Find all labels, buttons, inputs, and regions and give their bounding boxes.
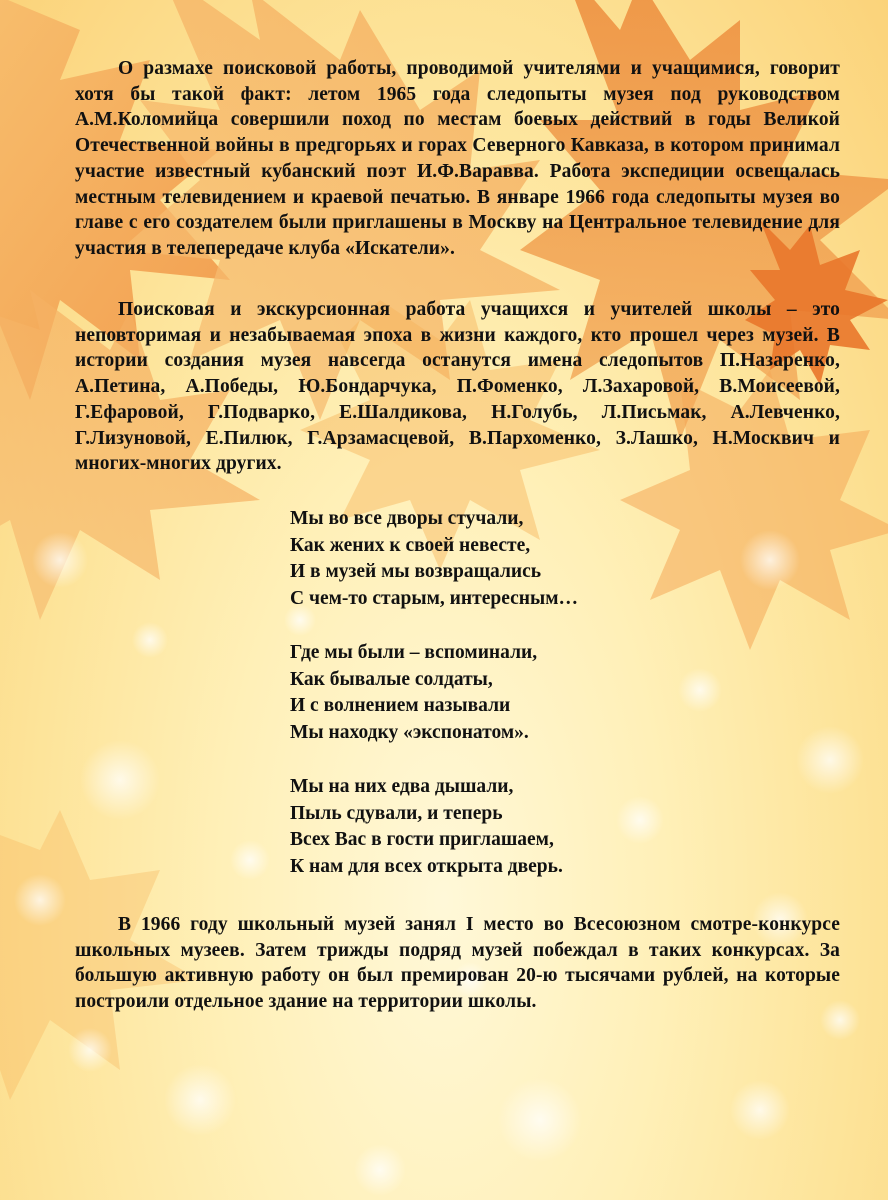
poem-line: И с волнением называли: [290, 695, 511, 716]
paragraph-award: В 1966 году школьный музей занял I место во Всесоюзном смотре-конкурсе школьных музеев. Затем трижды подряд музей побеждал в таких конкурсах. За большую активную работу он был премирован 20-ю тысячами рублей, на которые построили отдельное здание на территории школы.: [75, 914, 840, 1013]
poem-stanza-1: [290, 506, 810, 612]
poem-line: С чем-то старым, интересным…: [290, 587, 578, 609]
paragraph-expedition: О размахе поисковой работы, проводимой учителями и учащимися, говорит хотя бы такой факт: летом 1965 года следопыты музея под руководством А.М.Коломийца совершили поход по местам боевых действий в годы Великой Отечественной войны в предгорьях и горах Северного Кавказа, в котором принимал участие известный кубанский поэт И.Ф.Варавва. Работа экспедиции освещалась местным телевидением и краевой печатью. В январе 1966 года следопыты музея во главе с его создателем были приглашены в Москву на Центральное телевидение для участия в телепередаче клуба «Искатели».: [75, 58, 840, 259]
poem-line: Как бывалые солдаты,: [290, 668, 493, 690]
poem-stanza-2: [290, 640, 810, 746]
poem-line: Мы во все дворы стучали,: [290, 508, 524, 529]
poem-line: Мы находку «экспонатом».: [290, 721, 529, 743]
poem-line: К нам для всех открыта дверь.: [290, 855, 563, 877]
poem-line: Пыль сдували, и теперь: [290, 802, 503, 824]
poem-line: Всех Вас в гости приглашаем,: [290, 829, 554, 850]
poem-line: И в музей мы возвращались: [290, 561, 542, 582]
poem-line: Как жених к своей невесте,: [290, 534, 531, 556]
poem-line: Где мы были – вспоминали,: [290, 642, 538, 663]
poem-stanza-3: [290, 774, 810, 880]
poem-line: Мы на них едва дышали,: [290, 776, 514, 797]
paragraph-pathfinders: Поисковая и экскурсионная работа учащихся и учителей школы – это неповторимая и незабываемая эпоха в жизни каждого, кто прошел через музей. В истории создания музея навсегда останутся имена следопытов П.Назаренко, А.Петина, А.Победы, Ю.Бондарчука, П.Фоменко, Л.Захаровой, В.Моисеевой, Г.Ефаровой, Г.Подварко, Е.Шалдикова, Н.Голубь, Л.Письмак, А.Левченко, Г.Лизуновой, Е.Пилюк, Г.Арзамасцевой, В.Пархоменко, З.Лашко, Н.Москвич и многих-многих других.: [75, 299, 840, 475]
